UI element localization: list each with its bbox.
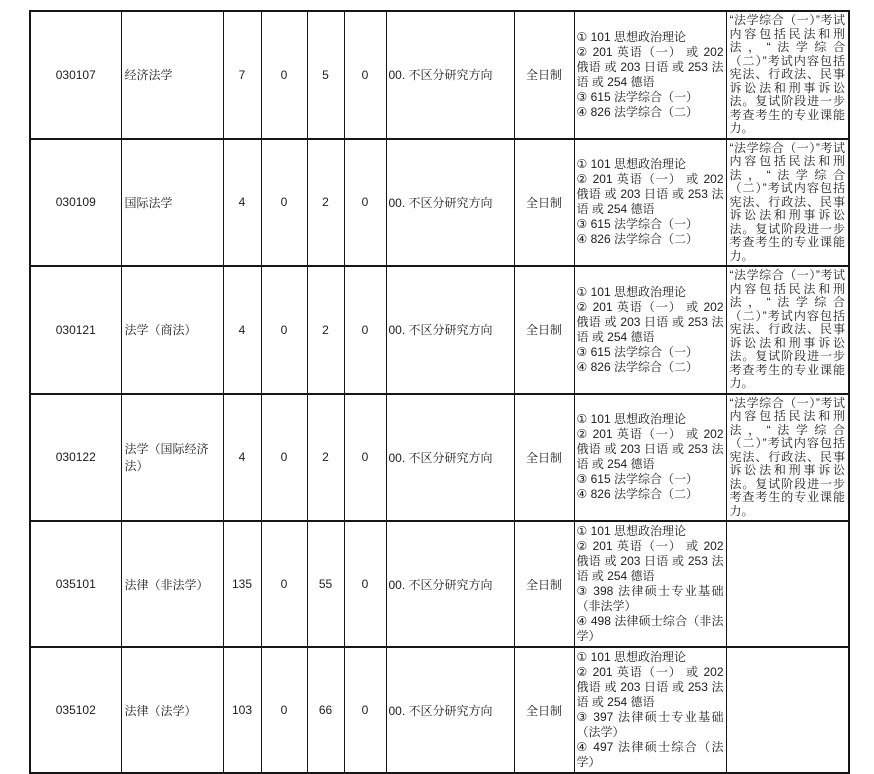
quota-cell: 2 bbox=[307, 394, 344, 522]
exam-subject-line: ① 101 思想政治理论 bbox=[576, 29, 686, 44]
exam-subject-line: ② 201 英语（一） 或 202 俄语 或 203 日语 或 253 法语 或 254 德语 bbox=[576, 539, 724, 583]
exam-subject-line: ② 201 英语（一） 或 202 俄语 或 203 日语 或 253 法语 或 254 德语 bbox=[576, 427, 724, 472]
exam-subject-line: ③ 398 法律硕士专业基础（非法学） bbox=[576, 584, 724, 613]
study-mode-cell: 全日制 bbox=[514, 139, 574, 267]
admissions-table bbox=[29, 10, 850, 774]
exam-subjects-cell bbox=[574, 139, 726, 267]
remarks-cell: “法学综合（一）”考试内容包括民法和刑法，“法学综合（二）”考试内容包括宪法、行政法、民事诉讼法和刑事诉讼法。复试阶段进一步考查考生的专业课能力。 bbox=[726, 11, 849, 139]
quota-cell: 5 bbox=[307, 11, 344, 139]
study-mode-cell: 全日制 bbox=[514, 266, 574, 394]
major-cell: 法律（非法学） bbox=[121, 521, 223, 647]
exam-subject-line: ② 201 英语（一） 或 202 俄语 或 203 日语 或 253 法语 或 254 德语 bbox=[576, 44, 724, 89]
direction-cell: 00. 不区分研究方向 bbox=[386, 394, 514, 522]
remarks-cell bbox=[726, 521, 849, 647]
exam-subjects-cell bbox=[574, 11, 726, 139]
quota-cell: 0 bbox=[261, 394, 307, 522]
exam-subject-line: ④ 826 法学综合（二） bbox=[576, 487, 698, 502]
major-cell: 法学（商法） bbox=[121, 266, 223, 394]
quota-cell: 0 bbox=[344, 11, 386, 139]
quota-cell: 0 bbox=[261, 521, 307, 647]
code-cell: 030121 bbox=[30, 266, 121, 394]
quota-cell: 103 bbox=[223, 647, 261, 773]
quota-cell: 4 bbox=[223, 394, 261, 522]
table-row bbox=[30, 11, 849, 139]
direction-cell: 00. 不区分研究方向 bbox=[386, 647, 514, 773]
major-cell: 国际法学 bbox=[121, 139, 223, 267]
quota-cell: 0 bbox=[344, 266, 386, 394]
code-cell: 030109 bbox=[30, 139, 121, 267]
study-mode-cell: 全日制 bbox=[514, 394, 574, 522]
exam-subject-line: ④ 497 法律硕士综合（法学） bbox=[576, 740, 724, 769]
exam-subject-line: ③ 615 法学综合（一） bbox=[576, 217, 698, 232]
exam-subjects-cell bbox=[574, 647, 726, 773]
direction-cell: 00. 不区分研究方向 bbox=[386, 139, 514, 267]
quota-cell: 0 bbox=[344, 647, 386, 773]
exam-subject-line: ③ 615 法学综合（一） bbox=[576, 89, 698, 104]
exam-subject-line: ③ 615 法学综合（一） bbox=[576, 472, 698, 487]
exam-subject-line: ① 101 思想政治理论 bbox=[576, 650, 686, 664]
quota-cell: 4 bbox=[223, 139, 261, 267]
major-cell: 法律（法学） bbox=[121, 647, 223, 773]
quota-cell: 55 bbox=[307, 521, 344, 647]
exam-subject-line: ① 101 思想政治理论 bbox=[576, 524, 686, 538]
exam-subject-line: ② 201 英语（一） 或 202 俄语 或 203 日语 或 253 法语 或 254 德语 bbox=[576, 172, 724, 217]
study-mode-cell: 全日制 bbox=[514, 11, 574, 139]
exam-subject-line: ④ 498 法律硕士综合（非法学） bbox=[576, 614, 724, 643]
major-cell: 经济法学 bbox=[121, 11, 223, 139]
code-cell: 035101 bbox=[30, 521, 121, 647]
quota-cell: 2 bbox=[307, 139, 344, 267]
table-row bbox=[30, 266, 849, 394]
quota-cell: 0 bbox=[344, 139, 386, 267]
code-cell: 035102 bbox=[30, 647, 121, 773]
code-cell: 030122 bbox=[30, 394, 121, 522]
exam-subject-line: ③ 615 法学综合（一） bbox=[576, 344, 698, 359]
exam-subjects-cell bbox=[574, 266, 726, 394]
remarks-cell: “法学综合（一）”考试内容包括民法和刑法，“法学综合（二）”考试内容包括宪法、行政法、民事诉讼法和刑事诉讼法。复试阶段进一步考查考生的专业课能力。 bbox=[726, 394, 849, 522]
exam-subject-line: ④ 826 法学综合（二） bbox=[576, 232, 698, 247]
quota-cell: 0 bbox=[261, 11, 307, 139]
admissions-table-container bbox=[29, 10, 848, 774]
exam-subject-line: ③ 397 法律硕士专业基础（法学） bbox=[576, 710, 724, 739]
quota-cell: 0 bbox=[344, 521, 386, 647]
exam-subjects-cell bbox=[574, 394, 726, 522]
quota-cell: 4 bbox=[223, 266, 261, 394]
table-row bbox=[30, 647, 849, 773]
exam-subject-line: ② 201 英语（一） 或 202 俄语 或 203 日语 或 253 法语 或 254 德语 bbox=[576, 299, 724, 344]
table-row bbox=[30, 394, 849, 522]
direction-cell: 00. 不区分研究方向 bbox=[386, 11, 514, 139]
exam-subject-line: ② 201 英语（一） 或 202 俄语 或 203 日语 或 253 法语 或 254 德语 bbox=[576, 665, 724, 709]
exam-subject-line: ① 101 思想政治理论 bbox=[576, 157, 686, 172]
quota-cell: 0 bbox=[261, 266, 307, 394]
table-row bbox=[30, 139, 849, 267]
exam-subject-line: ④ 826 法学综合（二） bbox=[576, 104, 698, 119]
major-cell: 法学（国际经济法） bbox=[121, 394, 223, 522]
quota-cell: 0 bbox=[261, 647, 307, 773]
exam-subjects-cell bbox=[574, 521, 726, 647]
remarks-cell: “法学综合（一）”考试内容包括民法和刑法，“法学综合（二）”考试内容包括宪法、行政法、民事诉讼法和刑事诉讼法。复试阶段进一步考查考生的专业课能力。 bbox=[726, 139, 849, 267]
exam-subject-line: ④ 826 法学综合（二） bbox=[576, 359, 698, 374]
quota-cell: 2 bbox=[307, 266, 344, 394]
study-mode-cell: 全日制 bbox=[514, 521, 574, 647]
quota-cell: 0 bbox=[344, 394, 386, 522]
direction-cell: 00. 不区分研究方向 bbox=[386, 521, 514, 647]
quota-cell: 0 bbox=[261, 139, 307, 267]
quota-cell: 66 bbox=[307, 647, 344, 773]
study-mode-cell: 全日制 bbox=[514, 647, 574, 773]
exam-subject-line: ① 101 思想政治理论 bbox=[576, 412, 686, 427]
table-row bbox=[30, 521, 849, 647]
remarks-cell: “法学综合（一）”考试内容包括民法和刑法，“法学综合（二）”考试内容包括宪法、行政法、民事诉讼法和刑事诉讼法。复试阶段进一步考查考生的专业课能力。 bbox=[726, 266, 849, 394]
exam-subject-line: ① 101 思想政治理论 bbox=[576, 284, 686, 299]
remarks-cell bbox=[726, 647, 849, 773]
quota-cell: 135 bbox=[223, 521, 261, 647]
quota-cell: 7 bbox=[223, 11, 261, 139]
direction-cell: 00. 不区分研究方向 bbox=[386, 266, 514, 394]
code-cell: 030107 bbox=[30, 11, 121, 139]
